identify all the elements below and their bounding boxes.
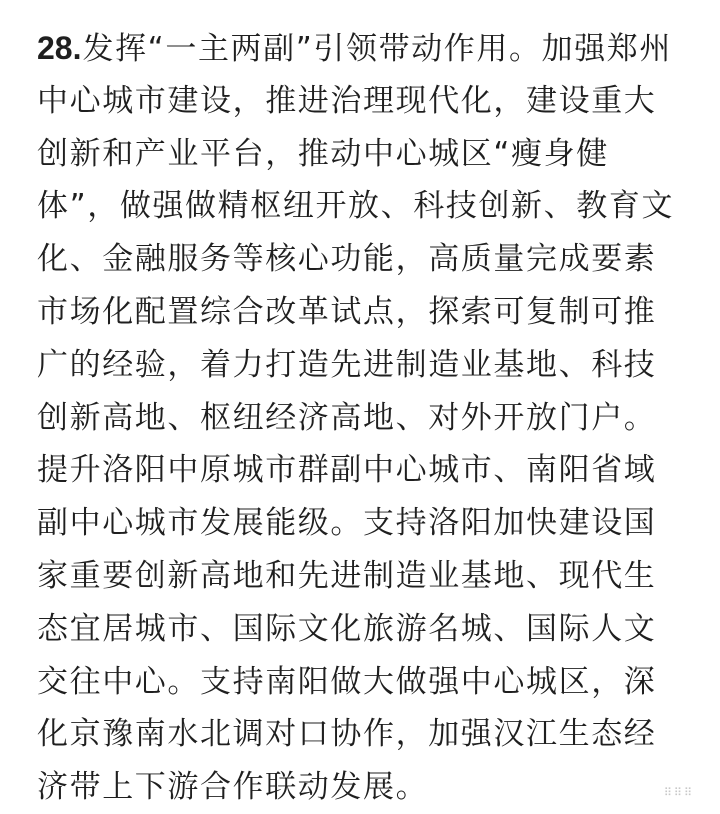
- paragraph-line: 广的经验，着力打造先进制造业基地、科技: [37, 346, 657, 383]
- paragraph-line: 化、金融服务等核心功能，高质量完成要素: [37, 241, 657, 278]
- paragraph-line: 交往中心。支持南阳做大做强中心城区，深: [37, 663, 657, 700]
- paragraph-line: 化京豫南水北调对口协作，加强汉江生态经: [37, 716, 657, 753]
- paragraph-line: 济带上下游合作联动发展。: [37, 769, 429, 806]
- document-body: [37, 22, 697, 814]
- paragraph-number: 28.: [37, 30, 82, 66]
- paragraph-line: 体”，做强做精枢纽开放、科技创新、教育文: [37, 188, 675, 225]
- paragraph-line: 提升洛阳中原城市群副中心城市、南阳省域: [37, 452, 657, 489]
- paragraph-line: [37, 22, 697, 75]
- paragraph-line: 创新高地、枢纽经济高地、对外开放门户。: [37, 399, 657, 436]
- line-text: 发挥“一主两副”引领带动作用。加强郑州: [82, 31, 673, 67]
- paragraph-line: 家重要创新高地和先进制造业基地、现代生: [37, 557, 657, 594]
- paragraph-line: 中心城市建设，推进治理现代化，建设重大: [37, 82, 657, 119]
- paragraph-line: 创新和产业平台，推动中心城区“瘦身健: [37, 135, 609, 172]
- paragraph-line: 副中心城市发展能级。支持洛阳加快建设国: [37, 505, 657, 542]
- watermark-dots: ⠿⠿⠿: [663, 786, 694, 799]
- paragraph-line: 态宜居城市、国际文化旅游名城、国际人文: [37, 610, 657, 647]
- paragraph-line: 市场化配置综合改革试点，探索可复制可推: [37, 293, 657, 330]
